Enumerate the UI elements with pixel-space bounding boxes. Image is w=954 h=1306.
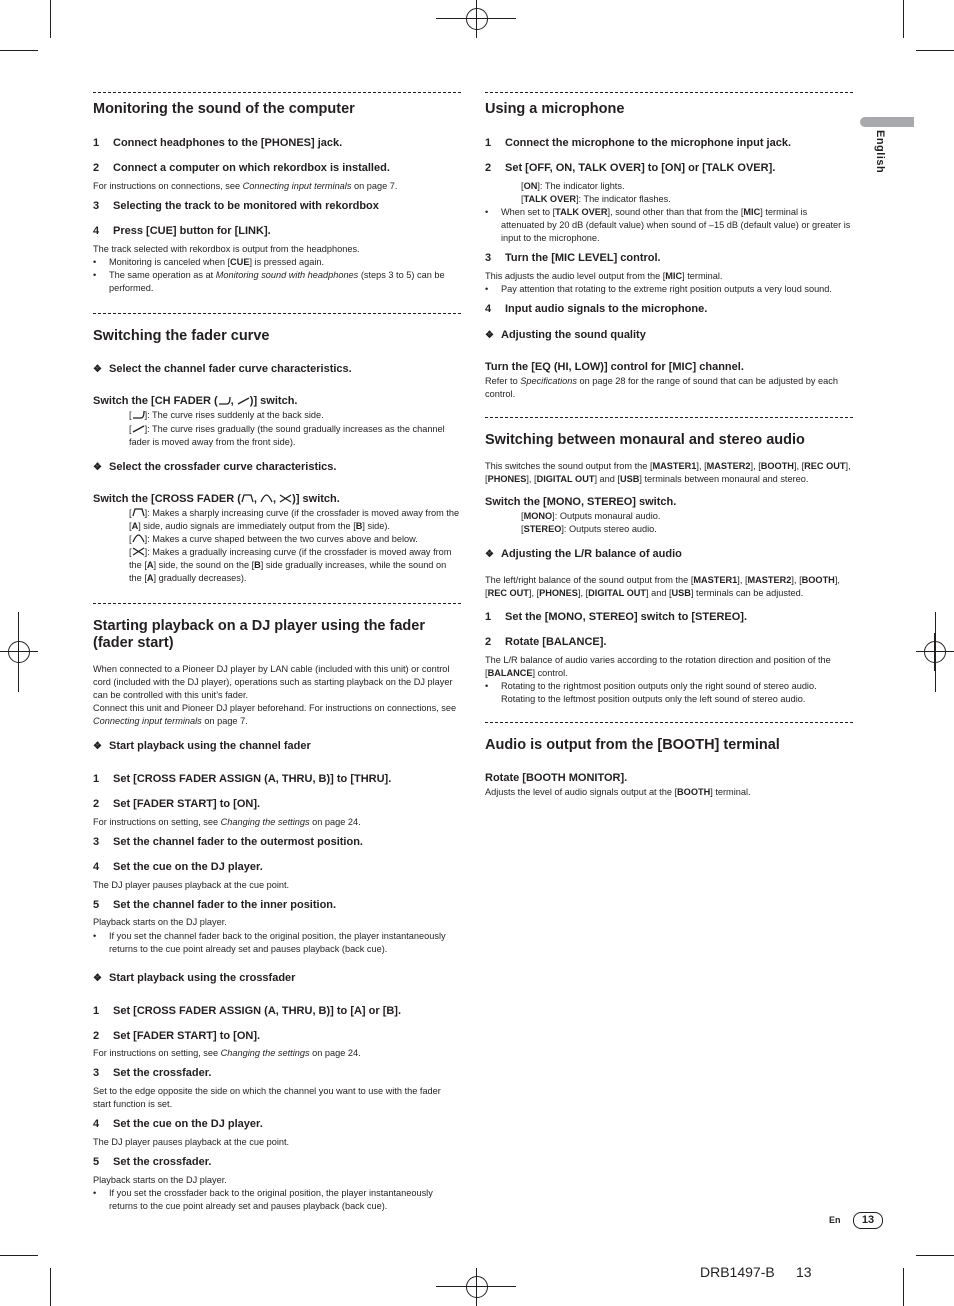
bullet-item: • Monitoring is canceled when [CUE] is pressed again. [93, 256, 325, 267]
section-divider [485, 92, 853, 93]
crop-mark [916, 1255, 954, 1256]
step-2: 2 Connect a computer on which rekordbox is installed. [93, 162, 390, 175]
step-1: 1 Connect the microphone to the microphone input jack. [485, 137, 792, 150]
option-description: [TALK OVER]: The indicator flashes. [521, 194, 671, 205]
registration-mark [458, 0, 496, 38]
step-1: 1 Connect headphones to the [PHONES] jack. [93, 137, 343, 150]
option-description: [MONO]: Outputs monaural audio. [521, 510, 661, 521]
bullet-item: • If you set the crossfader back to the original position, the player instantaneously returns to the cue point already set and pauses playback (back cue). [93, 1188, 433, 1212]
mono-stereo-action: Switch the [MONO, STEREO] switch. [485, 495, 677, 508]
section-title-booth: Audio is output from the [BOOTH] terminal [485, 737, 780, 754]
subheading-crossfader-curve: ❖ Select the crossfader curve characteristics. [93, 460, 337, 473]
intro-text: When connected to a Pioneer DJ player by LAN cable (included with this unit) or control cord (included with the DJ player), operations such as starting playback on the DJ player can be controlled with this unit’s fader. [93, 663, 453, 700]
section-title-monitoring: Monitoring the sound of the computer [93, 101, 355, 117]
registration-mark [916, 633, 954, 671]
step-note: The L/R balance of audio varies according to the rotation direction and position of the [BALANCE] control. [485, 654, 831, 678]
crop-mark [916, 50, 954, 51]
cross-fader-switch: Switch the [CROSS FADER ( , , )] switch. [93, 492, 340, 505]
intro-text: This switches the sound output from the [MASTER1], [MASTER2], [BOOTH], [REC OUT], [PHONES], [DIGITAL OUT] and [USB] terminals between monaural and stereo. [485, 460, 851, 484]
crop-mark [903, 0, 904, 38]
sharp-curve-icon [132, 410, 145, 419]
section-divider [485, 417, 853, 418]
step-note: Set to the edge opposite the side on which the channel you want to use with the fader start function is set. [93, 1086, 441, 1110]
sharp-crossfade-icon [241, 494, 254, 503]
ch-fader-switch: Switch the [CH FADER ( , )] switch. [93, 395, 298, 408]
option-description: [STEREO]: Outputs stereo audio. [521, 523, 657, 534]
step-3: 3 Set the crossfader. [93, 1067, 212, 1080]
option-description: [ ]: Makes a gradually increasing curve (if the crossfader is moved away from the [A] side, the sound on the [B] side gradually increases, while the sound on the [A] gradually decreases). [129, 546, 452, 583]
step-note: For instructions on setting, see Changing the settings on page 24. [93, 1048, 361, 1059]
crop-mark [903, 1268, 904, 1306]
page-number: 13 [853, 1212, 883, 1229]
section-title-microphone: Using a microphone [485, 101, 625, 117]
document-code: DRB1497-B [700, 1264, 775, 1280]
option-description: [ ]: The curve rises suddenly at the back side. [129, 410, 324, 421]
step-note: The DJ player pauses playback at the cue point. [93, 879, 290, 890]
step-4: 4 Press [CUE] button for [LINK]. [93, 224, 271, 237]
subheading-channel-fader: ❖ Start playback using the channel fader [93, 740, 311, 753]
step-1: 1 Set [CROSS FADER ASSIGN (A, THRU, B)] to [A] or [B]. [93, 1004, 402, 1017]
registration-mark [458, 1268, 496, 1306]
subheading-sound-quality: ❖ Adjusting the sound quality [485, 329, 646, 342]
right-column [485, 92, 853, 799]
step-2: 2 Set [FADER START] to [ON]. [93, 1029, 261, 1042]
step-note: Refer to Specifications on page 28 for the range of sound that can be adjusted by each control. [485, 376, 838, 400]
crop-mark [50, 0, 51, 38]
step-note: This adjusts the audio level output from the [MIC] terminal. [485, 271, 723, 282]
intro-text: The left/right balance of the sound output from the [MASTER1], [MASTER2], [BOOTH], [REC OUT], [PHONES], [DIGITAL OUT] and [USB] terminals can be adjusted. [485, 574, 840, 599]
section-title-fader-curve: Switching the fader curve [93, 328, 270, 345]
crop-mark [0, 50, 38, 51]
booth-action: Rotate [BOOTH MONITOR]. [485, 772, 628, 785]
left-column [93, 92, 461, 1213]
step-3: 3 Selecting the track to be monitored with rekordbox [93, 200, 379, 213]
medium-crossfade-icon [260, 494, 273, 503]
step-1: 1 Set the [MONO, STEREO] switch to [STEREO]. [485, 611, 748, 624]
step-2: 2 Set [OFF, ON, TALK OVER] to [ON] or [TALK OVER]. [485, 162, 776, 175]
step-5: 5 Set the crossfader. [93, 1156, 212, 1169]
bullet-item: • If you set the channel fader back to the original position, the player instantaneously returns to the cue point already set and pauses playback (back cue). [93, 930, 446, 954]
section-divider [93, 92, 461, 93]
crop-mark [50, 1268, 51, 1306]
bullet-item: • The same operation as at Monitoring sound with headphones (steps 3 to 5) can be performed. [93, 269, 445, 294]
step-note: For instructions on setting, see Changing the settings on page 24. [93, 816, 361, 827]
language-code: En [829, 1215, 841, 1225]
step-4: 4 Set the cue on the DJ player. [93, 860, 263, 873]
section-divider [93, 313, 461, 314]
sharp-crossfade-icon [132, 508, 145, 517]
step-note: For instructions on connections, see Connecting input terminals on page 7. [93, 181, 398, 192]
language-tab [860, 117, 914, 127]
bullet-item: • Pay attention that rotating to the extreme right position outputs a very loud sound. [485, 284, 832, 295]
step-3: 3 Turn the [MIC LEVEL] control. [485, 252, 661, 265]
medium-crossfade-icon [132, 534, 145, 543]
bullet-item: • When set to [TALK OVER], sound other than that from the [MIC] terminal is attenuated by 20 dB (default value) when sound of –15 dB (default value) or greater is input to the microphone. [485, 207, 851, 244]
step-3: 3 Set the channel fader to the outermost position. [93, 835, 363, 848]
step-4: 4 Set the cue on the DJ player. [93, 1118, 263, 1131]
section-title-mono-stereo: Switching between monaural and stereo audio [485, 432, 805, 449]
step-note: The track selected with rekordbox is output from the headphones. [93, 243, 360, 254]
option-description: [ ]: Makes a curve shaped between the two curves above and below. [129, 533, 418, 544]
step-1: 1 Set [CROSS FADER ASSIGN (A, THRU, B)] to [THRU]. [93, 773, 392, 786]
section-divider [485, 722, 853, 723]
section-title-fader-start: Starting playback on a DJ player using the fader (fader start) [93, 618, 425, 652]
gradual-crossfade-icon [132, 547, 145, 556]
step-note: Playback starts on the DJ player. [93, 1175, 227, 1186]
step-2: 2 Set [FADER START] to [ON]. [93, 797, 261, 810]
step-5: 5 Set the channel fader to the inner position. [93, 898, 337, 911]
step-note: The DJ player pauses playback at the cue point. [93, 1137, 290, 1148]
intro-text: Connect this unit and Pioneer DJ player beforehand. For instructions on connections, see Connecting input terminals on page 7. [93, 703, 457, 727]
option-description: [ ]: Makes a sharply increasing curve (if the crossfader is moved away from the [A] side, audio signals are immediately output from the [B] side). [129, 507, 460, 531]
subheading-channel-curve: ❖ Select the channel fader curve characteristics. [93, 363, 352, 376]
subheading-lr-balance: ❖ Adjusting the L/R balance of audio [485, 547, 682, 560]
gradual-crossfade-icon [279, 494, 292, 503]
registration-mark [0, 633, 38, 671]
option-description: [ON]: The indicator lights. [521, 181, 625, 192]
section-divider [93, 603, 461, 604]
step-4: 4 Input audio signals to the microphone. [485, 303, 708, 316]
crop-mark [0, 1255, 38, 1256]
gradual-curve-icon [132, 424, 145, 433]
step-note: Playback starts on the DJ player. [93, 917, 227, 928]
subheading-crossfader: ❖ Start playback using the crossfader [93, 971, 296, 984]
bullet-item: • Rotating to the rightmost position outputs only the right sound of stereo audio. Rotating to the leftmost position outputs only the left sound of stereo audio. [485, 680, 817, 704]
step-note: Adjusts the level of audio signals output at the [BOOTH] terminal. [485, 787, 751, 798]
gradual-curve-icon [237, 396, 250, 405]
footer-page-number: 13 [796, 1264, 812, 1280]
step-2: 2 Rotate [BALANCE]. [485, 635, 607, 648]
eq-action: Turn the [EQ (HI, LOW)] control for [MIC] channel. [485, 361, 744, 374]
sharp-curve-icon [218, 396, 231, 405]
language-tab-label: English [874, 130, 886, 174]
option-description: [ ]: The curve rises gradually (the sound gradually increases as the channel fader is moved away from the front side). [129, 423, 445, 447]
